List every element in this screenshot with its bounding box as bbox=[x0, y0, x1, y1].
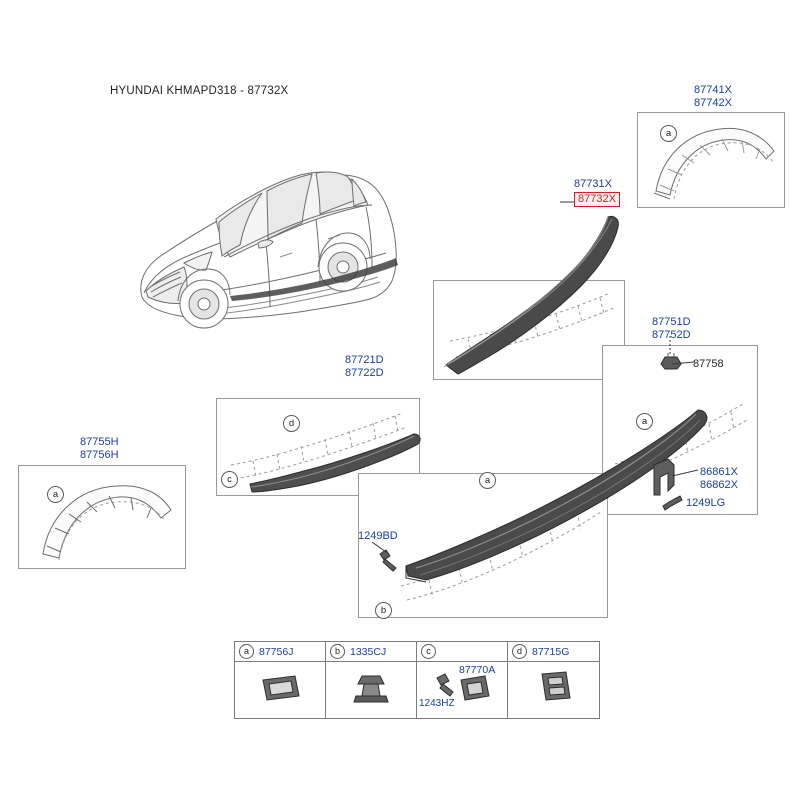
legend-code-87715g: 87715G bbox=[532, 645, 570, 658]
callout-b: b bbox=[375, 602, 392, 619]
callout-c: c bbox=[221, 471, 238, 488]
legend-item-d[interactable] bbox=[508, 642, 599, 718]
label-87732x-highlight[interactable]: 87732X bbox=[574, 192, 620, 208]
legend-head-a bbox=[235, 642, 325, 662]
label-1249lg: 1249LG bbox=[686, 497, 726, 509]
page-title: HYUNDAI KHMAPD318 - 87732X bbox=[110, 85, 289, 97]
leader-87732x bbox=[560, 184, 640, 224]
callout-a: a bbox=[660, 125, 677, 142]
vehicle-illustration bbox=[120, 115, 420, 355]
screw-1249lg-icon bbox=[660, 492, 686, 514]
callout-a: a bbox=[239, 644, 254, 659]
legend-body-b bbox=[326, 662, 416, 718]
legend-body-d bbox=[508, 662, 599, 718]
panel-front-wheel-arch-moulding bbox=[18, 465, 186, 569]
legend-item-a[interactable] bbox=[235, 642, 326, 718]
label-87755h: 87755H 87756H bbox=[80, 436, 119, 461]
legend-body-a bbox=[235, 662, 325, 718]
legend-item-b[interactable] bbox=[326, 642, 417, 718]
legend-head-b bbox=[326, 642, 416, 662]
label-87741x: 87741X 87742X bbox=[694, 84, 732, 109]
callout-a: a bbox=[636, 413, 653, 430]
label-86861x: 86861X 86862X bbox=[700, 466, 738, 491]
label-87731x: 87731X bbox=[574, 178, 612, 190]
label-87721d: 87721D 87722D bbox=[345, 354, 384, 379]
legend-head-d bbox=[508, 642, 599, 662]
leader-87751d bbox=[660, 336, 680, 358]
legend-code-1335cj: 1335CJ bbox=[350, 645, 387, 658]
callout-d: d bbox=[512, 644, 527, 659]
legend-table bbox=[234, 641, 600, 719]
label-87751d: 87751D 87752D bbox=[652, 316, 691, 341]
callout-c: c bbox=[421, 644, 436, 659]
legend-head-c bbox=[417, 642, 507, 662]
legend-code-87770a: 87770A bbox=[459, 664, 496, 676]
callout-d: d bbox=[283, 415, 300, 432]
leader-1249bd bbox=[372, 542, 392, 554]
leader-86861x bbox=[672, 468, 702, 480]
legend-sub-1243hz: 1243HZ bbox=[419, 698, 455, 709]
label-1249bd: 1249BD bbox=[358, 530, 398, 542]
callout-a: a bbox=[479, 472, 496, 489]
callout-b: b bbox=[330, 644, 345, 659]
callout-a: a bbox=[47, 486, 64, 503]
legend-item-c[interactable] bbox=[417, 642, 508, 718]
panel-rear-wheel-arch-moulding bbox=[637, 112, 785, 208]
legend-code-87756j: 87756J bbox=[259, 645, 294, 658]
leader-87758 bbox=[672, 358, 696, 368]
label-87758: 87758 bbox=[693, 358, 724, 370]
